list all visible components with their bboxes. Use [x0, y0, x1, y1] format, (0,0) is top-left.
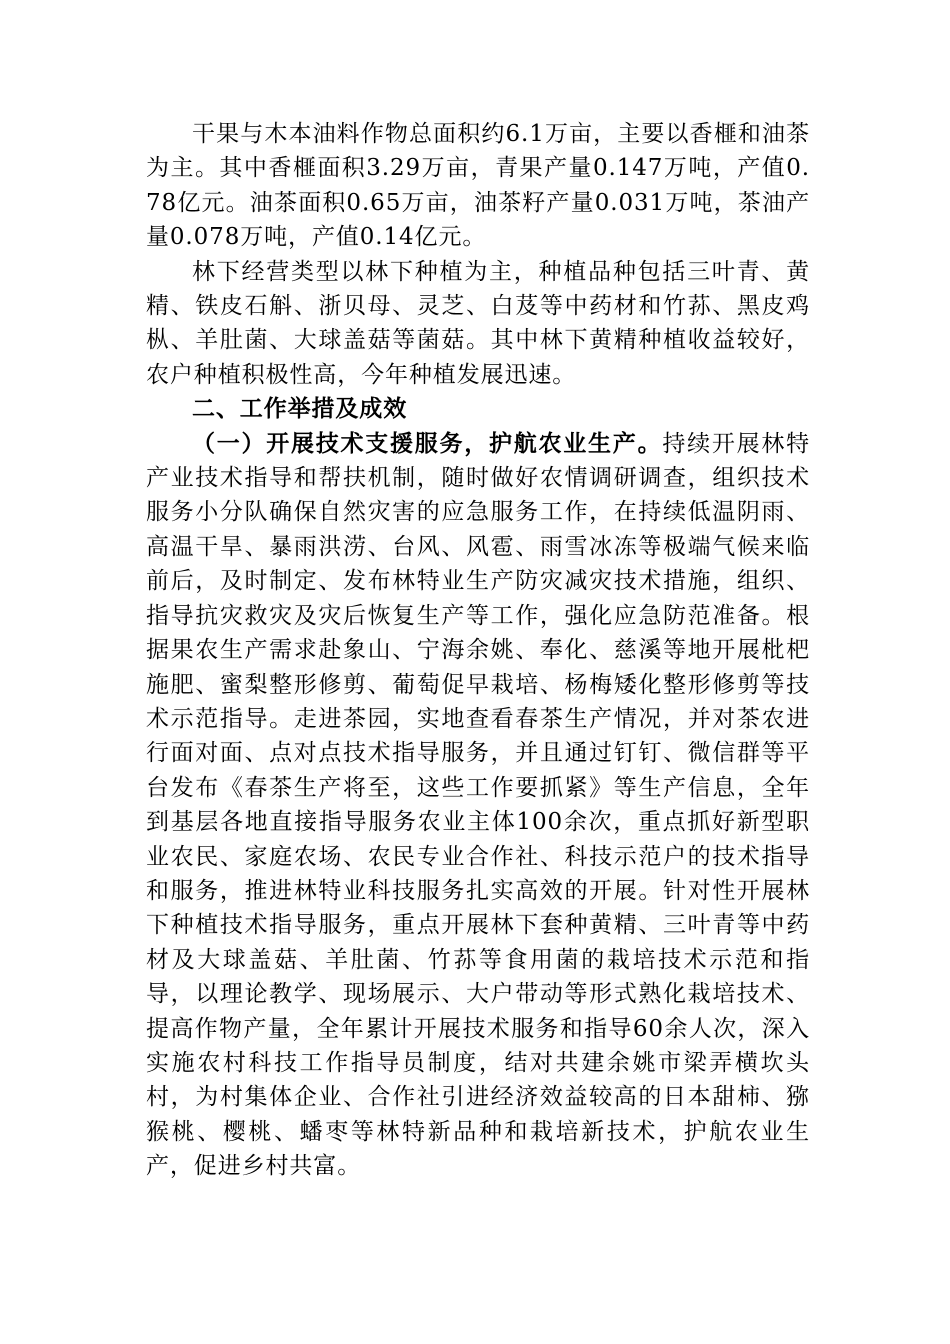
section-heading-measures: 二、工作举措及成效: [192, 396, 408, 423]
paragraph-technical-support-body: 持续开展林特产业技术指导和帮扶机制，随时做好农情调研调查，组织技术服务小分队确保自然灾害的应急服务工作，在持续低温阴雨、高温干旱、暴雨洪涝、台风、风雹、雨雪冰冻等极端气候来临前后，及时制定、发布林特业生产防灾减灾技术措施，组织、指导抗灾救灾及灾后恢复生产等工作，强化应急防范准备。根据果农生产需求赴象山、宁海余姚、奉化、慈溪等地开展枇杷施肥、蜜梨整形修剪、葡萄促早栽培、杨梅矮化整形修剪等技术示范指导。走进茶园，实地查看春茶生产情况，并对茶农进行面对面、点对点技术指导服务，并且通过钉钉、微信群等平台发布《春茶生产将至，这些工作要抓紧》等生产信息，全年到基层各地直接指导服务农业主体100余次，重点抓好新型职业农民、家庭农场、农民专业合作社、科技示范户的技术指导和服务，推进林特业科技服务扎实高效的开展。针对性开展林下种植技术指导服务，重点开展林下套种黄精、三叶青等中药材及大球盖菇、羊肚菌、竹荪等食用菌的栽培技术示范和指导，以理论教学、现场展示、大户带动等形式熟化栽培技术、提高作物产量，全年累计开展技术服务和指导60余人次，深入实施农村科技工作指导员制度，结对共建余姚市梁弄横坎头村，为村集体企业、合作社引进经济效益较高的日本甜柿、猕猴桃、樱桃、蟠枣等林特新品种和栽培新技术，护航农业生产，促进乡村共富。: [146, 430, 810, 1180]
paragraph-dried-fruit-oil-crops: 干果与木本油料作物总面积约6.1万亩，主要以香榧和油茶为主。其中香榧面积3.29万亩，青果产量0.147万吨，产值0.78亿元。油茶面积0.65万亩，油茶籽产量0.031万吨，茶油产量0.078万吨，产值0.14亿元。: [146, 121, 810, 251]
paragraph-technical-support: [146, 427, 810, 1184]
subsection-lead-technical-support: （一）开展技术支援服务，护航农业生产。: [192, 429, 663, 457]
document-page: [146, 117, 810, 1184]
paragraph-understory-planting: 林下经营类型以林下种植为主，种植品种包括三叶青、黄精、铁皮石斛、浙贝母、灵芝、白芨等中药材和竹荪、黑皮鸡枞、羊肚菌、大球盖菇等菌菇。其中林下黄精种植收益较好，农户种植积极性高，今年种植发展迅速。: [146, 258, 810, 388]
